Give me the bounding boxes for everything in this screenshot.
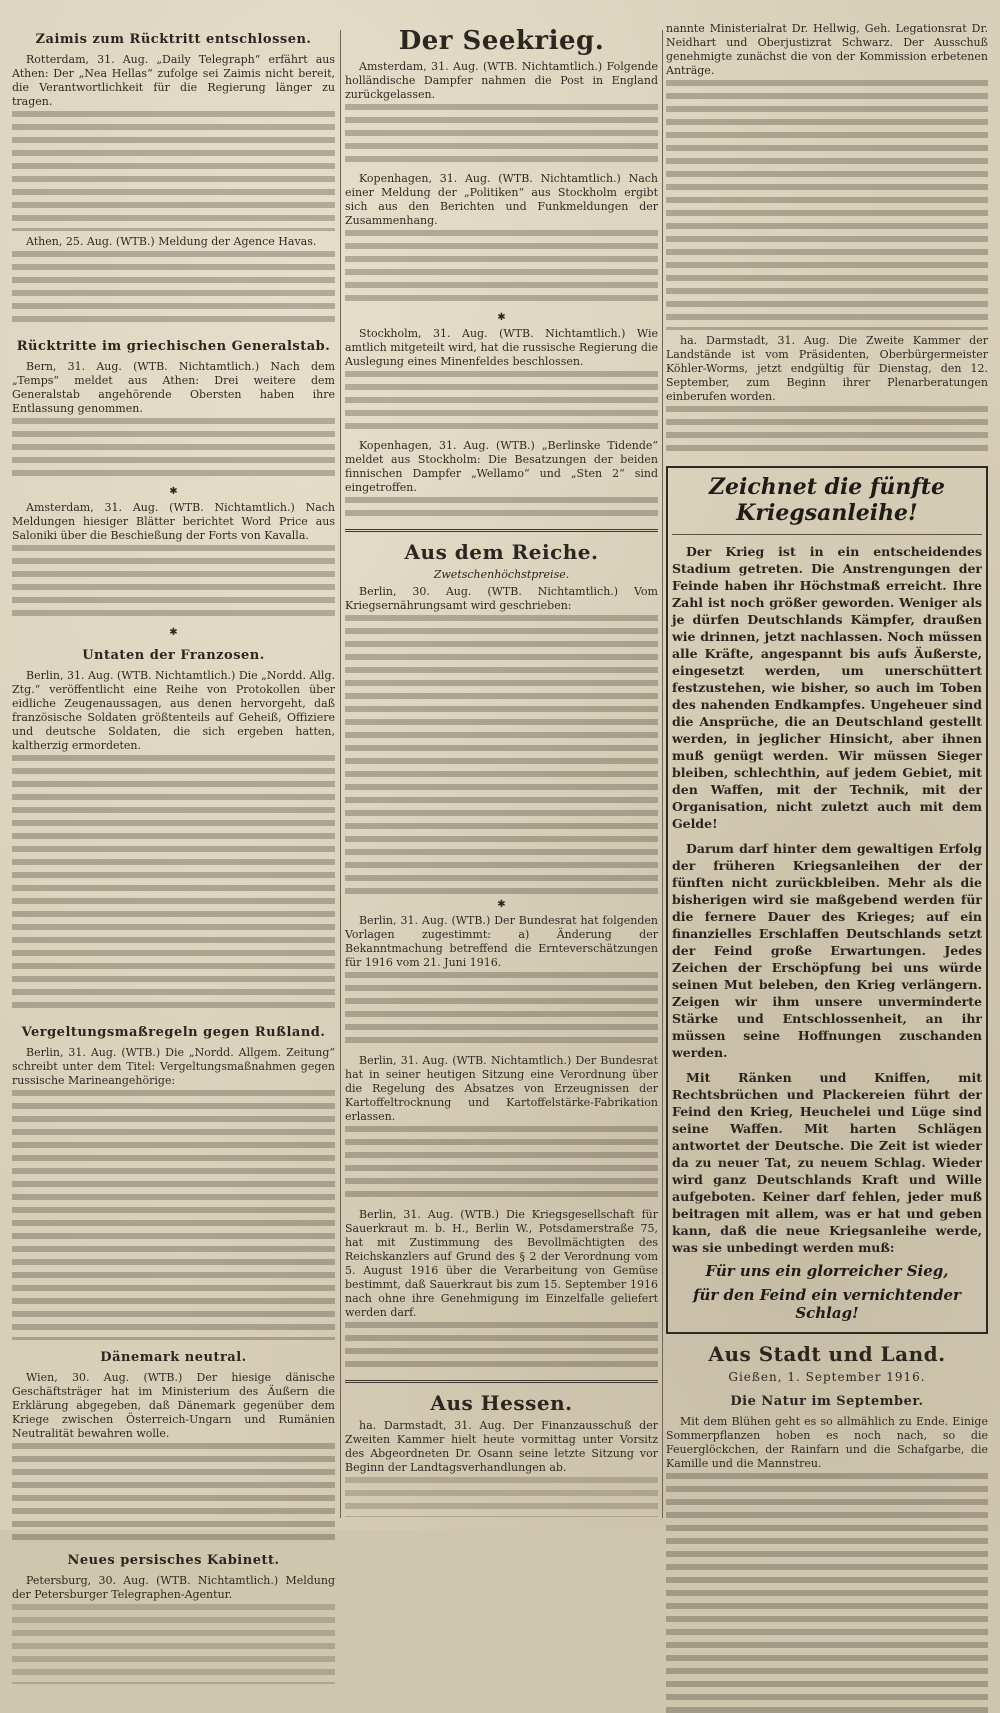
column-right: [666, 22, 988, 1520]
article-text: Kopenhagen, 31. Aug. (WTB.) „Berlinske Tidende“ meldet aus Stockholm: Die Besatzungen der beiden finnischen Dampfer „Wellamo“ und „Sten 2“ sind eingetroffen.: [345, 439, 658, 494]
article-text: Athen, 25. Aug. (WTB.) Meldung der Agence Havas.: [26, 235, 317, 248]
article-body: [345, 371, 658, 435]
article-text: Petersburg, 30. Aug. (WTB. Nichtamtlich.) Meldung der Petersburger Telegraphen-Agentur.: [12, 1574, 335, 1601]
article-body: [12, 418, 335, 482]
article-text: Bern, 31. Aug. (WTB. Nichtamtlich.) Nach dem „Temps“ meldet aus Athen: Drei weitere dem Generalstab angehörende Obersten haben ihre Entlassung genommen.: [12, 360, 335, 415]
article-body: [12, 545, 335, 623]
appeal-slogan: für den Feind ein vernichtender Schlag!: [693, 1286, 961, 1322]
appeal-paragraph: Mit Ränken und Kniffen, mit Rechtsbrüchen und Plackereien führt der Feind den Krieg, Heuchelei und Lüge sind seine Waffen. Mit harten Schlägen antwortet der Deutsche. Die Zeit ist wieder da zu neuer Tat, zu neuem Schlag. Wieder wird ganz Deutschlands Kraft und Wille aufgeboten. Keiner darf fehlen, jeder muß beitragen mit allem, was er hat und geben kann, daß die neue Kriegsanleihe werde, was sie unbedingt werden muß:: [672, 1070, 982, 1255]
article-body: [12, 1090, 335, 1340]
section-divider: [345, 529, 658, 532]
article-body: [666, 406, 988, 456]
article-text: ha. Darmstadt, 31. Aug. Der Finanzausschuß der Zweiten Kammer hielt heute vormittag unter Vorsitz des Abgeordneten Dr. Osann seine letzte Sitzung vor Beginn der Landtagsverhandlungen ab.: [345, 1419, 658, 1474]
article-body: [345, 104, 658, 168]
article-text: ha. Darmstadt, 31. Aug. Die Zweite Kammer der Landstände ist vom Präsidenten, Oberbürgermeister Köhler-Worms, jetzt endgültig für Dienstag, den 12. September, zum Beginn ihrer Plenarberatungen einberufen worden.: [666, 334, 988, 403]
column-middle: [345, 22, 658, 1520]
article-body: [12, 1604, 335, 1684]
article-heading: Rücktritte im griechischen Generalstab.: [16, 339, 331, 354]
column-rule: [340, 30, 341, 1518]
separator-star: ✱: [497, 312, 506, 323]
article-text: Kopenhagen, 31. Aug. (WTB. Nichtamtlich.) Nach einer Meldung der „Politiken“ aus Stockholm ergibt sich aus den Berichten und Funkmeldungen der Zusammenhang.: [345, 172, 658, 227]
article-text: Berlin, 31. Aug. (WTB. Nichtamtlich.) Der Bundesrat hat in seiner heutigen Sitzung eine Verordnung über die Regelung des Absatzes von Erzeugnissen der Kartoffeltrocknung und Kartoffelstärke-Fabrikation erlassen.: [345, 1054, 658, 1123]
article-text: nannte Ministerialrat Dr. Hellwig, Geh. Legationsrat Dr. Neidhart und Oberjustizrat Schwarz. Der Ausschuß genehmigte zunächst die von der Kommission erbetenen Anträge.: [666, 22, 988, 77]
article-body: [12, 251, 335, 329]
article-body: [345, 497, 658, 521]
article-heading: Die Natur im September.: [730, 1394, 924, 1409]
column-rule: [662, 30, 663, 1518]
article-body: [345, 1322, 658, 1372]
article-heading: Dänemark neutral.: [100, 1350, 247, 1365]
article-text: Stockholm, 31. Aug. (WTB. Nichtamtlich.) Wie amtlich mitgeteilt wird, hat die russische Regierung die Auslegung eines Minenfeldes beschlossen.: [345, 327, 658, 368]
section-heading-hessen: Aus Hessen.: [430, 1391, 573, 1415]
article-text: Berlin, 31. Aug. (WTB.) Die „Nordd. Allgem. Zeitung“ schreibt unter dem Titel: Vergeltungsmaßnahmen gegen russische Marineangehörige:: [12, 1046, 335, 1087]
article-heading: Zaimis zum Rücktritt entschlossen.: [35, 32, 312, 47]
article-body: [345, 230, 658, 308]
article-heading: Neues persisches Kabinett.: [67, 1553, 280, 1568]
article-text: Berlin, 31. Aug. (WTB.) Die Kriegsgesellschaft für Sauerkraut m. b. H., Berlin W., Potsdamerstraße 75, hat mit Zustimmung des Bevollmächtigten des Reichskanzlers auf Grund des § 2 der Verordnung vom 5. August 1916 über die Verarbeitung von Gemüse bestimmt, daß Sauerkraut bis zum 15. September 1916 nach ohne ihre Genehmigung im Einzelfalle geliefert werden darf.: [345, 1208, 658, 1319]
appeal-paragraph: Darum darf hinter dem gewaltigen Erfolg der früheren Kriegsanleihen der der fünften nicht zurückbleiben. Mehr als die bisherigen wird sie maßgebend werden für die fernere Dauer des Krieges; auf ein finanzielles Erschlaffen Deutschlands setzt der Feind große Erwartungen. Jedes Zeichen der Erschöpfung bei uns würde seinen Mut beleben, den Krieg verlängern. Zeigen wir ihm unsere unverminderte Stärke und Entschlossenheit, an ihr müssen seine Hoffnungen zuschanden werden.: [672, 841, 982, 1060]
article-text: Wien, 30. Aug. (WTB.) Der hiesige dänische Geschäftsträger hat im Ministerium des Äußern die Erklärung abgegeben, daß Dänemark gegenüber dem Kriege zwischen Österreich-Ungarn und Rumänien Neutralität bewahren wolle.: [12, 1371, 335, 1440]
article-body: [345, 1126, 658, 1204]
war-loan-appeal: [666, 466, 988, 1334]
article-text: Amsterdam, 31. Aug. (WTB. Nichtamtlich.) Folgende holländische Dampfer nahmen die Post in England zurückgelassen.: [345, 60, 658, 101]
appeal-divider: [672, 534, 982, 535]
separator-star: ✱: [497, 899, 506, 910]
article-text: Rotterdam, 31. Aug. „Daily Telegraph“ erfährt aus Athen: Der „Nea Hellas“ zufolge sei Zaimis nicht bereit, die Verantwortlichkeit für die Regierung länger zu tragen.: [12, 53, 335, 108]
article-text: Berlin, 31. Aug. (WTB.) Der Bundesrat hat folgenden Vorlagen zugestimmt: a) Änderung der Bekanntmachung betreffend die Ernteverschätzungen für 1916 vom 21. Juni 1916.: [345, 914, 658, 969]
section-heading-stadt-land: Aus Stadt und Land.: [708, 1342, 946, 1366]
separator-star: ✱: [169, 627, 178, 638]
appeal-slogan: Für uns ein glorreicher Sieg,: [705, 1262, 949, 1280]
article-body: [345, 615, 658, 895]
article-subheading: Zwetschenhöchstpreise.: [433, 568, 570, 581]
article-body: [345, 972, 658, 1050]
article-body: [12, 111, 335, 231]
separator-star: ✱: [169, 486, 178, 497]
article-body: [12, 1443, 335, 1543]
appeal-paragraph: Der Krieg ist in ein entscheidendes Stadium getreten. Die Anstrengungen der Feinde haben ihr Höchstmaß erreicht. Ihre Zahl ist noch größer geworden. Weniger als je dürfen Deutschlands Kämpfer, draußen wie drinnen, jetzt nachlassen. Noch müssen alle Kräfte, angespannt bis aufs Äußerste, eingesetzt werden, um unerschüttert festzustehen, wie bisher, so auch im Toben des nahenden Endkampfes. Ungeheuer sind die Ansprüche, die an Deutschland gestellt werden, in jeglicher Hinsicht, aber ihnen muß genügt werden. Wir müssen Sieger bleiben, schlechthin, auf jedem Gebiet, mit den Waffen, mit der Technik, mit der Organisation, nicht zuletzt auch mit dem Gelde!: [672, 544, 982, 831]
section-heading-seekrieg: Der Seekrieg.: [398, 26, 605, 56]
appeal-title: Zeichnet die fünfte Kriegsanleihe!: [708, 474, 946, 526]
section-heading-reich: Aus dem Reiche.: [404, 540, 599, 564]
article-text: Berlin, 30. Aug. (WTB. Nichtamtlich.) Vom Kriegsernährungsamt wird geschrieben:: [345, 585, 658, 612]
section-divider: [345, 1380, 658, 1383]
article-body: [666, 80, 988, 330]
article-heading: Vergeltungsmaßregeln gegen Rußland.: [21, 1025, 326, 1040]
article-body: [666, 1473, 988, 1713]
article-body: [12, 755, 335, 1015]
article-text: Mit dem Blühen geht es so allmählich zu Ende. Einige Sommerpflanzen hoben es noch nach, so die Feuerglöckchen, der Rainfarn und die Schafgarbe, die Kamille und die Mannstreu.: [666, 1415, 988, 1470]
article-heading: Untaten der Franzosen.: [82, 648, 265, 663]
article-body: [345, 1477, 658, 1517]
article-text: Amsterdam, 31. Aug. (WTB. Nichtamtlich.) Nach Meldungen hiesiger Blätter berichtet Word Price aus Saloniki über die Beschießung der Forts von Kavalla.: [12, 501, 335, 542]
column-left: [12, 22, 335, 1601]
dateline-place: Gießen, 1. September 1916.: [728, 1370, 926, 1384]
article-text: Berlin, 31. Aug. (WTB. Nichtamtlich.) Die „Nordd. Allg. Ztg.“ veröffentlicht eine Reihe von Protokollen über eidliche Zeugenaussagen, aus denen hervorgeht, daß französische Soldaten größtenteils auf Geheiß, Offiziere und deutsche Soldaten, die sich ergeben hatten, kaltherzig ermordeten.: [12, 669, 335, 752]
